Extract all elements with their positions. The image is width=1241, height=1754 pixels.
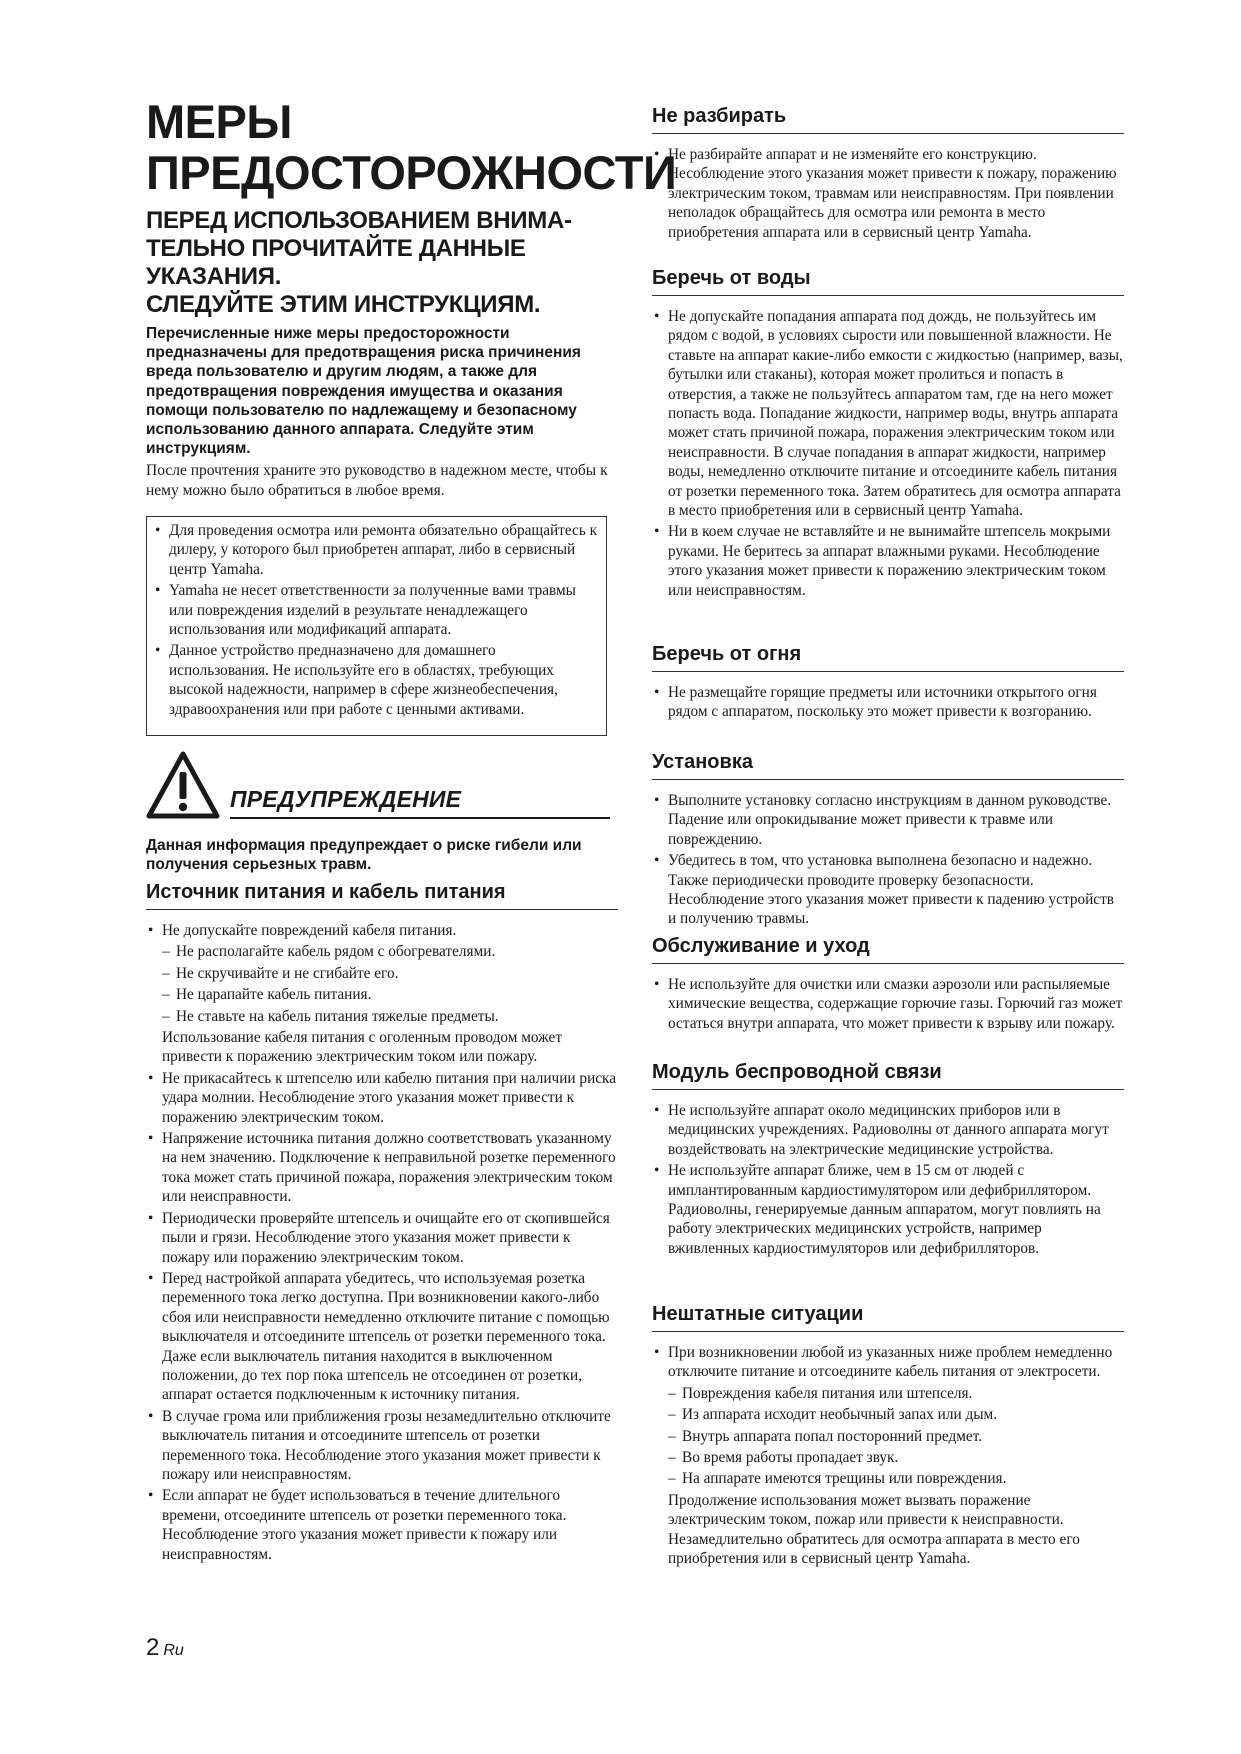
warning-description: Данная информация предупреждает о риске гибели или получения серьезных травм. [146,837,582,873]
section-heading: Беречь от воды [652,266,1124,296]
list-item: • Убедитесь в том, что установка выполнена безопасно и надежно. Также периодически проводите проверку безопасности. Несоблюдение этого указания может привести к падению устройств и получению травмы. [652,851,1124,929]
sub-item: – Внутрь аппарата попал посторонний предмет. [668,1427,1124,1446]
section-heading: Источник питания и кабель питания [146,880,618,910]
page-number [146,1634,184,1662]
warning-rule [230,817,610,819]
section-installation [652,750,1124,931]
sub-item: – Из аппарата исходит необычный запах или дым. [668,1405,1124,1424]
page-title: МЕРЫ ПРЕДОСТОРОЖНОСТИ [146,95,677,199]
section-heading: Нештатные ситуации [652,1302,1124,1332]
sub-item: – Во время работы пропадает звук. [668,1448,1124,1467]
section-disassemble [652,104,1124,244]
section-heading: Установка [652,750,1124,780]
list-item: • Не прикасайтесь к штепселю или кабелю питания при наличии риска удара молнии. Несоблюдение этого указания может привести к поражению электрическим током. [146,1069,618,1127]
sub-item: – Не царапайте кабель питания. [162,985,618,1004]
list-item: • Если аппарат не будет использоваться в течение длительного времени, отсоедините штепсель от розетки переменного тока. Несоблюдение этого указания может привести к пожару или неисправностям. [146,1486,618,1564]
notice-item: • Данное устройство предназначено для домашнего использования. Не используйте его в областях, требующих высокой надежности, например в сфере жизнеобеспечения, здравоохранения или при работе с ценными активами. [153,641,598,719]
language-code: Ru [163,1642,184,1659]
section-fire [652,642,1124,724]
list-item [146,921,618,1067]
subtitle-line-1: ПЕРЕД ИСПОЛЬЗОВАНИЕМ ВНИМА-ТЕЛЬНО ПРОЧИТАЙТЕ ДАННЫЕ УКАЗАНИЯ. [146,207,572,290]
sub-item: – Не скручивайте и не сгибайте его. [162,964,618,983]
sub-item: – Повреждения кабеля питания или штепселя. [668,1384,1124,1403]
section-wireless [652,1060,1124,1260]
list-item: • В случае грома или приближения грозы незамедлительно отключите выключатель питания и отсоедините штепсель от розетки переменного тока. Несоблюдение этого указания может привести к пожару или неисправностям. [146,1407,618,1485]
section-heading: Модуль беспроводной связи [652,1060,1124,1090]
item-text: Не допускайте повреждений кабеля питания. [162,922,457,939]
list-item: • Не размещайте горящие предметы или источники открытого огня рядом с аппаратом, поскольку это может привести к возгоранию. [652,683,1124,722]
warning-label: ПРЕДУПРЕЖДЕНИЕ [230,786,462,812]
warning-header [146,750,618,822]
section-heading: Не разбирать [652,104,1124,134]
section-heading: Беречь от огня [652,642,1124,672]
sub-item: – Не располагайте кабель рядом с обогревателями. [162,942,618,961]
lead-paragraph: Перечисленные ниже меры предосторожности предназначены для предотвращения риска причинения вреда пользователю и другим людям, а также для предотвращения повреждения имущества и оказания помощи пользователю по надлежащему и безопасному использованию данного аппарата. Следуйте этим инструкциям. [146,325,581,458]
notice-item: • Yamaha не несет ответственности за полученные вами травмы или повреждения изделий в результате ненадлежащего использования или модификаций аппарата. [153,581,598,639]
warning-triangle-icon [146,750,220,820]
subtitle [146,207,626,319]
section-abnormal [652,1302,1124,1570]
storage-note: После прочтения храните это руководство в надежном месте, чтобы к нему можно было обратиться в любое время. [146,462,608,499]
notice-box [146,516,607,736]
section-power [146,880,618,1566]
item-text: Продолжение использования может вызвать поражение электрическим током, пожар или привести к неисправности. Незамедлительно обратитесь для осмотра аппарата в место его приобретения или в сервисный центр Yamaha. [668,1491,1080,1568]
section-maintenance [652,934,1124,1035]
list-item: • Перед настройкой аппарата убедитесь, что используемая розетка переменного тока легко доступна. При возникновении какого-либо сбоя или неисправности немедленно отключите питание с помощью выключателя и отсоедините штепсель от розетки переменного тока. Даже если выключатель питания находится в выключенном положении, до тех пор пока штепсель не отсоединен от розетки, аппарат остается подключенным к источнику питания. [146,1269,618,1405]
list-item: • Не используйте для очистки или смазки аэрозоли или распыляемые химические вещества, содержащие горючие газы. Горючий газ может остаться внутри аппарата, что может привести к взрыву или пожару. [652,975,1124,1033]
sub-item: – На аппарате имеются трещины или повреждения. [668,1469,1124,1488]
list-item: • Не используйте аппарат около медицинских приборов или в медицинских учреждениях. Радиоволны от данного аппарата могут воздействовать на электрические медицинские устройства. [652,1101,1124,1159]
item-text: При возникновении любой из указанных ниже проблем немедленно отключите питание и отсоедините кабель питания от электросети. [668,1344,1113,1381]
list-item: • Не используйте аппарат ближе, чем в 15 см от людей с имплантированным кардиостимулятором или дефибриллятором. Радиоволны, генерируемые данным аппаратом, могут повлиять на работу электрических медицинских устройств, например вживленных кардиостимуляторов или дефибрилляторов. [652,1161,1124,1258]
item-text: Использование кабеля питания с оголенным проводом может привести к поражению электрическим током или пожару. [162,1029,563,1066]
subtitle-line-2: СЛЕДУЙТЕ ЭТИМ ИНСТРУКЦИЯМ. [146,291,541,318]
list-item: • Напряжение источника питания должно соответствовать указанному на нем значению. Подключение к неправильной розетке переменного тока может стать причиной пожара, поражения электрическим током или неисправности. [146,1129,618,1207]
section-heading: Обслуживание и уход [652,934,1124,964]
list-item: • Выполните установку согласно инструкциям в данном руководстве. Падение или опрокидывание может привести к травме или повреждению. [652,791,1124,849]
page-number-value: 2 [146,1634,160,1661]
list-item [652,1343,1124,1568]
section-water [652,266,1124,602]
sub-item: – Не ставьте на кабель питания тяжелые предметы. [162,1007,618,1026]
list-item: • Ни в коем случае не вставляйте и не вынимайте штепсель мокрыми руками. Не беритесь за аппарат влажными руками. Несоблюдение этого указания может привести к поражению электрическим током или неисправностям. [652,522,1124,600]
list-item: • Не разбирайте аппарат и не изменяйте его конструкцию. Несоблюдение этого указания может привести к пожару, поражению электрическим током, травмам или неисправностям. При появлении неполадок обращайтесь для осмотра или ремонта в место приобретения аппарата или в сервисный центр Yamaha. [652,145,1124,242]
list-item: • Периодически проверяйте штепсель и очищайте его от скопившейся пыли и грязи. Несоблюдение этого указания может привести к пожару или поражению электрическим током. [146,1209,618,1267]
notice-item: • Для проведения осмотра или ремонта обязательно обращайтесь к дилеру, у которого был приобретен аппарат, либо в сервисный центр Yamaha. [153,521,598,579]
list-item: • Не допускайте попадания аппарата под дождь, не пользуйтесь им рядом с водой, в условиях сырости или повышенной влажности. Не ставьте на аппарат какие-либо емкости с жидкостью (например, вазы, бутылки или стаканы), которая может пролиться и попасть в отверстия, а также не пользуйтесь аппаратом там, где на него может попасть вода. Попадание жидкости, например воды, внутрь аппарата может стать причиной пожара, поражения электрическим током или неисправности. В случае попадания в аппарат жидкости, например воды, немедленно отключите питание и отсоедините кабель питания от розетки переменного тока. Затем обратитесь для осмотра аппарата в место приобретения или в сервисный центр Yamaha. [652,307,1124,520]
